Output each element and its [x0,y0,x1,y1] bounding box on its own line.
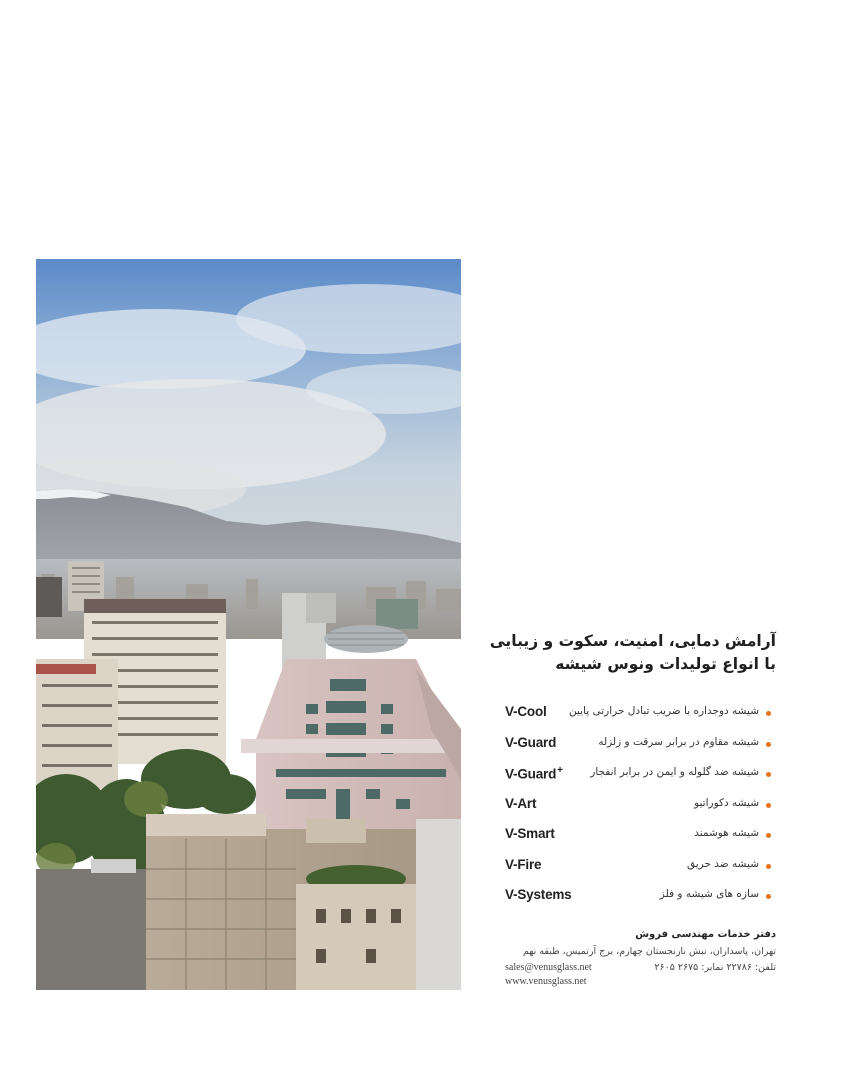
product-description: شیشه مقاوم در برابر سرقت و زلزله [598,735,759,748]
email-link[interactable]: sales@venusglass.net [505,962,592,973]
product-item [505,794,771,825]
bullet-icon [766,803,771,808]
product-list [505,702,771,916]
product-name: V-Art [505,795,537,811]
product-item [505,824,771,855]
product-description: شیشه دوجداره با ضریب تبادل حرارتی پایین [568,705,759,717]
product-name [505,765,563,782]
product-description: شیشه هوشمند [694,827,759,839]
bullet-icon [766,772,771,777]
product-name: V-Cool [505,704,547,719]
office-title: دفتر خدمات مهندسی فروش [635,929,776,940]
city-photo [36,259,461,990]
product-item [505,702,771,733]
bullet-icon [766,742,771,747]
bullet-icon [766,833,771,838]
bullet-icon [766,711,771,716]
product-description: شیشه دکوراتیو [694,796,759,809]
product-item [505,885,771,916]
product-description: شیشه ضد حریق [686,857,759,870]
product-name: V-Guard [505,734,557,750]
product-name: V-Systems [505,887,572,902]
website-link[interactable]: www.venusglass.net [505,976,587,987]
bullet-icon [766,894,771,899]
product-name: V-Smart [505,826,555,841]
product-item [505,733,771,764]
headline-line-1: آرامش دمایی، امنیت، سکوت و زیبایی [489,632,776,650]
office-address: تهران، پاسداران، نبش نارنجستان چهارم، برج آرتمیس، طبقه نهم [522,946,776,957]
product-item [505,855,771,886]
product-item [505,763,771,794]
product-description: شیشه ضد گلوله و ایمن در برابر انفجار [590,766,759,778]
plus-mark: + [557,765,563,776]
office-phone: تلفن: ۲۲۷۸۶ نمابر: ۲۶۷۵ ۲۶۰۵ [654,962,776,973]
product-description: سازه های شیشه و فلز [659,888,759,900]
product-name: V-Fire [505,856,542,872]
product-name-text: V-Guard [505,766,557,782]
bullet-icon [766,864,771,869]
headline-line-2: با انواع تولیدات ونوس شیشه [555,655,776,673]
